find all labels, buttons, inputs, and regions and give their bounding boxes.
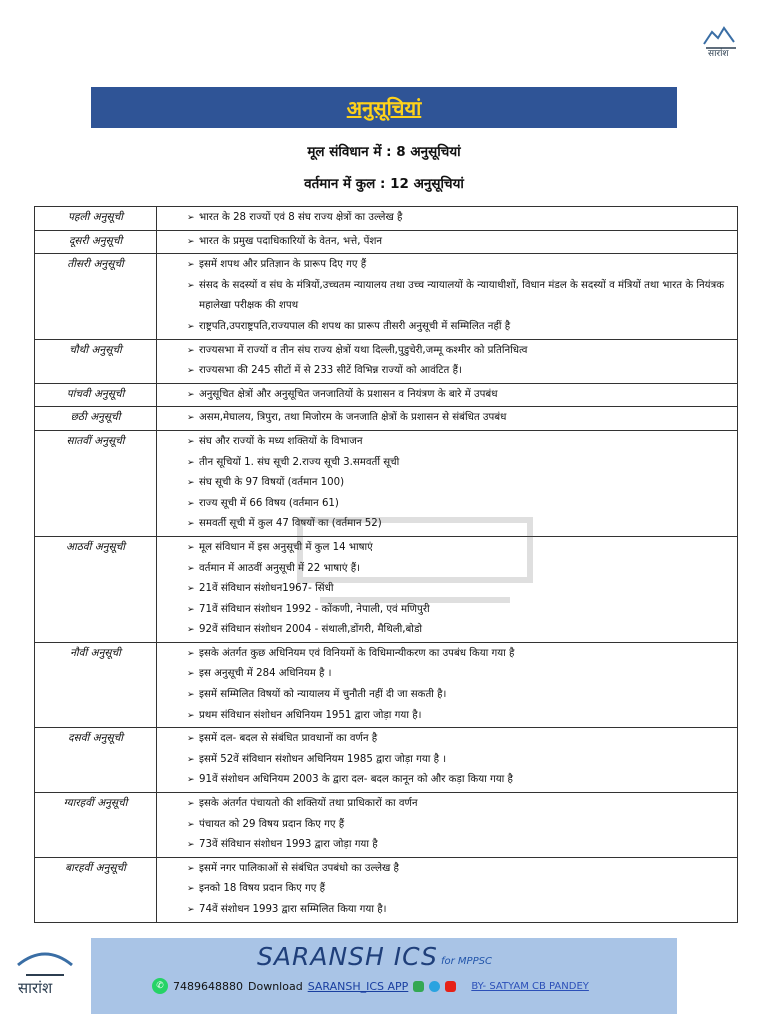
arrow-bullet-icon: ➢ xyxy=(187,775,195,786)
schedule-point xyxy=(161,770,733,791)
schedule-point-text: संघ और राज्यों के मध्य शक्तियों के विभाजन xyxy=(199,435,363,447)
footer-author: BY- SATYAM CB PANDEY xyxy=(471,980,589,992)
schedule-point-text: 71वें संविधान संशोधन 1992 - कोंकणी, नेपाली, एवं मणिपुरी xyxy=(199,603,430,615)
arrow-bullet-icon: ➢ xyxy=(187,905,195,915)
schedule-point-text: प्रथम संविधान संशोधन अधिनियम 1951 द्वारा जोड़ा गया है। xyxy=(199,709,422,721)
arrow-bullet-icon: ➢ xyxy=(187,563,195,574)
schedule-name: बारहवीं अनुसूची xyxy=(35,857,157,922)
arrow-bullet-icon: ➢ xyxy=(187,754,195,765)
schedule-point xyxy=(161,750,733,771)
footer-app-link[interactable]: SARANSH_ICS APP xyxy=(307,979,409,993)
schedule-point-text: भारत के 28 राज्यों एवं 8 संघ राज्य क्षेत्रों का उल्लेख है xyxy=(199,212,403,223)
subtitle-original: मूल संविधान में : 8 अनुसूचियां xyxy=(307,144,461,160)
arrow-bullet-icon: ➢ xyxy=(187,625,195,636)
schedule-point xyxy=(161,453,733,474)
schedule-point-text: राज्य सूची में 66 विषय (वर्तमान 61) xyxy=(199,497,339,509)
schedule-row xyxy=(35,857,738,922)
schedule-name: पहली अनुसूची xyxy=(35,207,157,231)
footer-brand: SARANSH ICS xyxy=(257,942,438,971)
schedule-point xyxy=(161,514,733,535)
schedule-point-text: संसद के सदस्यों व संघ के मंत्रियों,उच्चतम न्यायालय तथा उच्च न्यायालयों के न्यायाधीशों, विधान मंडल के सदस्यों व मंत्रियों तथा भारत के नियंत्रक महालेखा परीक्षक की शपथ xyxy=(199,279,725,312)
schedule-point-text: इनको 18 विषय प्रदान किए गए हैं xyxy=(199,883,325,895)
schedule-point xyxy=(161,644,733,665)
schedule-point-text: समवर्ती सूची में कुल 47 विषयों का (वर्तमान 52) xyxy=(199,518,382,530)
schedule-point xyxy=(161,729,733,750)
arrow-bullet-icon: ➢ xyxy=(187,542,195,553)
arrow-bullet-icon: ➢ xyxy=(187,345,195,356)
arrow-bullet-icon: ➢ xyxy=(187,863,195,874)
saransh-logo-top xyxy=(700,22,742,60)
schedule-row xyxy=(35,536,738,642)
schedule-point-text: 73वें संविधान संशोधन 1993 द्वारा जोड़ा गया है xyxy=(199,839,378,851)
schedule-point-text: वर्तमान में आठवीं अनुसूची में 22 भाषाएं हैं। xyxy=(199,562,360,574)
schedule-point xyxy=(161,538,733,559)
schedule-point xyxy=(161,341,733,362)
schedule-points xyxy=(157,230,738,254)
schedule-point xyxy=(161,432,733,453)
schedule-point-text: पंचायत को 29 विषय प्रदान किए गए हैं xyxy=(199,818,345,830)
schedule-point xyxy=(161,794,733,815)
schedule-points xyxy=(157,793,738,858)
logo-wordmark-bottom: सारांश xyxy=(18,979,53,997)
arrow-bullet-icon: ➢ xyxy=(187,710,195,721)
whatsapp-icon: ✆ xyxy=(152,978,168,994)
schedule-point-text: इसमें 52वें संविधान संशोधन अधिनियम 1985 द्वारा जोड़ा गया है । xyxy=(199,753,447,765)
schedule-points xyxy=(157,728,738,793)
arrow-bullet-icon: ➢ xyxy=(187,213,195,223)
schedule-row xyxy=(35,407,738,431)
schedule-point xyxy=(161,815,733,836)
page-title: अनुसूचियां xyxy=(346,96,422,120)
schedule-point-text: मूल संविधान में इस अनुसूची में कुल 14 भाषाएं xyxy=(199,541,373,553)
schedule-point xyxy=(161,900,733,921)
schedule-point xyxy=(161,208,733,229)
schedule-point xyxy=(161,706,733,727)
schedule-point-text: राज्यसभा की 245 सीटों में से 233 सीटें विभिन्न राज्यों को आवंटित हैं। xyxy=(199,365,462,377)
arrow-bullet-icon: ➢ xyxy=(187,690,195,701)
schedule-point-text: इसमें सम्मिलित विषयों को न्यायालय में चुनौती नहीं दी जा सकती है। xyxy=(199,689,447,701)
schedule-point-text: तीन सूचियों 1. संघ सूची 2.राज्य सूची 3.समवर्ती सूची xyxy=(199,456,400,468)
schedule-row xyxy=(35,793,738,858)
schedule-point-text: 91वें संशोधन अधिनियम 2003 के द्वारा दल- बदल कानून को और कड़ा किया गया है xyxy=(199,774,513,786)
schedule-name: आठवीं अनुसूची xyxy=(35,536,157,642)
footer-download-label: Download xyxy=(248,979,303,993)
schedule-point-text: राष्ट्रपति,उपराष्ट्रपति,राज्यपाल की शपथ का प्रारूप तीसरी अनुसूची में सम्मिलित नहीं है xyxy=(199,320,511,332)
schedule-points xyxy=(157,857,738,922)
arrow-bullet-icon: ➢ xyxy=(187,457,195,468)
schedule-name: छठी अनुसूची xyxy=(35,407,157,431)
schedule-point xyxy=(161,317,733,338)
arrow-bullet-icon: ➢ xyxy=(187,840,195,851)
footer-phone: 7489648880 xyxy=(173,979,243,993)
arrow-bullet-icon: ➢ xyxy=(187,413,195,424)
arrow-bullet-icon: ➢ xyxy=(187,236,195,247)
schedule-point-text: 74वें संशोधन 1993 द्वारा सम्मिलित किया गया है। xyxy=(199,904,387,915)
schedule-point-text: 21वें संविधान संशोधन1967- सिंधी xyxy=(199,583,334,595)
arrow-bullet-icon: ➢ xyxy=(187,734,195,745)
arrow-bullet-icon: ➢ xyxy=(187,280,195,291)
schedule-point xyxy=(161,494,733,515)
arrow-bullet-icon: ➢ xyxy=(187,648,195,659)
schedule-row xyxy=(35,728,738,793)
arrow-bullet-icon: ➢ xyxy=(187,478,195,489)
youtube-icon[interactable] xyxy=(445,981,456,992)
arrow-bullet-icon: ➢ xyxy=(187,321,195,332)
schedule-name: सातवीं अनुसूची xyxy=(35,430,157,536)
arrow-bullet-icon: ➢ xyxy=(187,669,195,680)
arrow-bullet-icon: ➢ xyxy=(187,498,195,509)
schedule-point-text: 92वें संविधान संशोधन 2004 - संथाली,डोंगरी, मैथिली,बोडो xyxy=(199,624,423,636)
schedule-point xyxy=(161,361,733,382)
schedule-points xyxy=(157,254,738,339)
schedule-point xyxy=(161,255,733,276)
arrow-bullet-icon: ➢ xyxy=(187,519,195,530)
schedule-point xyxy=(161,685,733,706)
schedule-points xyxy=(157,642,738,727)
schedule-point xyxy=(161,835,733,856)
schedule-points xyxy=(157,407,738,431)
arrow-bullet-icon: ➢ xyxy=(187,884,195,895)
schedule-point-text: संघ सूची के 97 विषयों (वर्तमान 100) xyxy=(199,477,345,489)
schedule-row xyxy=(35,383,738,407)
schedule-row xyxy=(35,207,738,231)
arrow-bullet-icon: ➢ xyxy=(187,799,195,810)
schedule-name: तीसरी अनुसूची xyxy=(35,254,157,339)
schedule-point-text: इसके अंतर्गत कुछ अधिनियम एवं विनियमों के विधिमान्यीकरण का उपबंध किया गया है xyxy=(199,647,515,659)
schedule-points xyxy=(157,207,738,231)
playstore-icon[interactable] xyxy=(413,981,424,992)
footer-brand-sub: for MPPSC xyxy=(441,956,492,967)
schedule-name: चौथी अनुसूची xyxy=(35,339,157,383)
telegram-icon[interactable] xyxy=(429,981,440,992)
schedule-point xyxy=(161,408,733,429)
arrow-bullet-icon: ➢ xyxy=(187,260,195,271)
schedule-point-text: इसके अंतर्गत पंचायतो की शक्तियों तथा प्राधिकारों का वर्णन xyxy=(199,798,418,810)
schedule-point-text: राज्यसभा में राज्यों व तीन संघ राज्य क्षेत्रों यथा दिल्ली,पुडुचेरी,जम्मू कश्मीर को प्रतिनिधित्व xyxy=(199,344,528,356)
arrow-bullet-icon: ➢ xyxy=(187,436,195,447)
schedule-point-text: अनुसूचित क्षेत्रों और अनुसूचित जनजातियों के प्रशासन व नियंत्रण के बारे में उपबंध xyxy=(199,388,498,400)
schedule-row xyxy=(35,642,738,727)
schedule-point-text: भारत के प्रमुख पदाधिकारियों के वेतन, भत्ते, पेंशन xyxy=(199,235,383,247)
schedule-name: पांचवी अनुसूची xyxy=(35,383,157,407)
schedule-points xyxy=(157,430,738,536)
schedule-point-text: असम,मेघालय, त्रिपुरा, तथा मिजोरम के जनजाति क्षेत्रों के प्रशासन से संबंधित उपबंध xyxy=(199,412,507,424)
schedule-point-text: इसमें नगर पालिकाओं से संबंधित उपबंधो का उल्लेख है xyxy=(199,862,399,874)
schedule-name: ग्यारहवीं अनुसूची xyxy=(35,793,157,858)
schedule-name: दसवीं अनुसूची xyxy=(35,728,157,793)
schedule-point-text: इस अनुसूची में 284 अधिनियम है । xyxy=(199,668,332,680)
arrow-bullet-icon: ➢ xyxy=(187,389,195,400)
schedule-name: दूसरी अनुसूची xyxy=(35,230,157,254)
schedule-row xyxy=(35,254,738,339)
schedule-point xyxy=(161,600,733,621)
schedule-point xyxy=(161,579,733,600)
page-title-banner xyxy=(91,87,677,128)
arrow-bullet-icon: ➢ xyxy=(187,604,195,615)
schedule-point-text: इसमें शपथ और प्रतिज्ञान के प्रारूप दिए गए हैं xyxy=(199,259,367,271)
subtitle-current: वर्तमान में कुल : 12 अनुसूचियां xyxy=(304,176,464,192)
schedule-point xyxy=(161,664,733,685)
schedule-points xyxy=(157,383,738,407)
schedule-point xyxy=(161,385,733,406)
schedule-point xyxy=(161,559,733,580)
saransh-logo-bottom xyxy=(8,935,82,1003)
schedule-name: नौवीं अनुसूची xyxy=(35,642,157,727)
schedule-row xyxy=(35,230,738,254)
schedule-points xyxy=(157,536,738,642)
schedule-row xyxy=(35,339,738,383)
logo-wordmark: सारांश xyxy=(708,49,729,59)
footer-contact xyxy=(152,978,589,994)
schedule-row xyxy=(35,430,738,536)
schedule-points xyxy=(157,339,738,383)
schedule-point-text: इसमें दल- बदल से संबंधित प्रावधानों का वर्णन है xyxy=(199,733,378,745)
schedule-point xyxy=(161,232,733,253)
schedule-point xyxy=(161,879,733,900)
schedule-point xyxy=(161,620,733,641)
arrow-bullet-icon: ➢ xyxy=(187,584,195,595)
schedule-point xyxy=(161,473,733,494)
schedules-table xyxy=(34,206,738,923)
schedule-point xyxy=(161,276,733,317)
schedule-point xyxy=(161,859,733,880)
arrow-bullet-icon: ➢ xyxy=(187,366,195,377)
arrow-bullet-icon: ➢ xyxy=(187,819,195,830)
